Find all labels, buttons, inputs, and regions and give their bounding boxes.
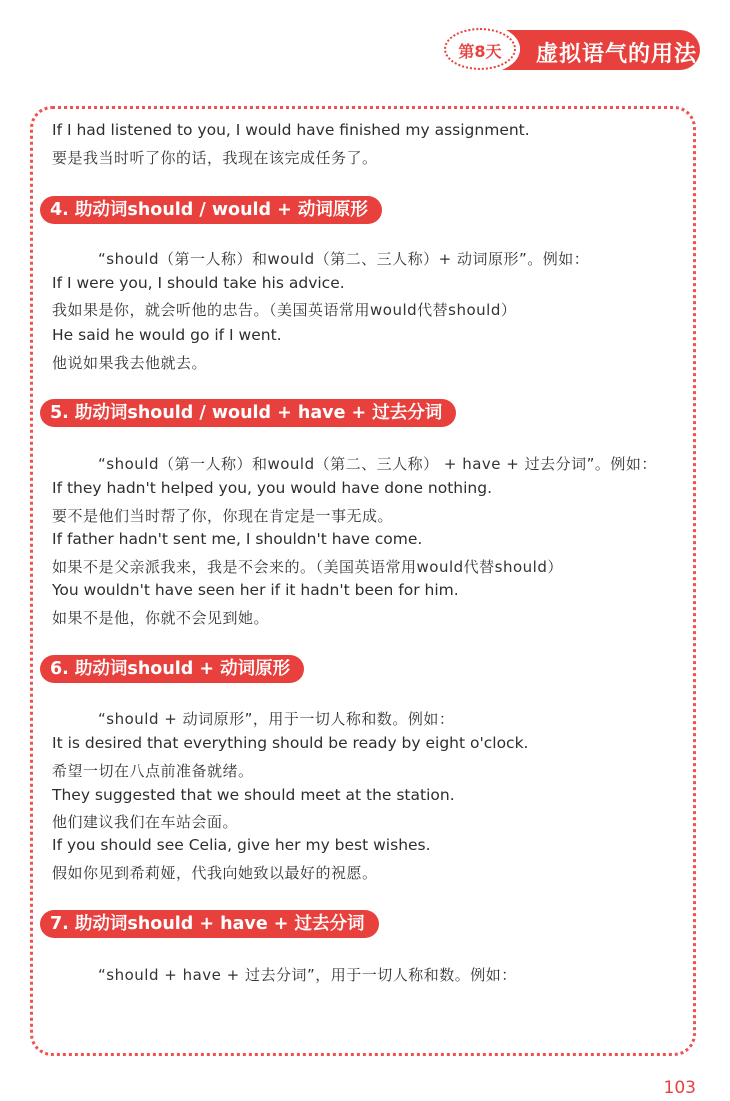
example-en: He said he would go if I went. bbox=[52, 326, 282, 344]
example-en: If I had listened to you, I would have finished my assignment. bbox=[52, 121, 530, 139]
section-4-intro: “should（第一人称）和would（第二、三人称）+ 动词原形”。例如： bbox=[98, 250, 590, 268]
chapter-title: 虚拟语气的用法 bbox=[536, 42, 698, 67]
example-en: They suggested that we should meet at the station. bbox=[52, 786, 455, 804]
section-heading-7: 7. 助动词should + have + 过去分词 bbox=[40, 910, 379, 938]
chapter-badge bbox=[440, 24, 700, 74]
section-heading-5: 5. 助动词should / would + have + 过去分词 bbox=[40, 399, 456, 427]
page-number: 103 bbox=[663, 1078, 696, 1098]
example-cn: 如果不是他，你就不会见到她。 bbox=[52, 609, 270, 627]
example-cn: 如果不是父亲派我来，我是不会来的。（美国英语常用would代替should） bbox=[52, 558, 563, 576]
example-en: If they hadn't helped you, you would have done nothing. bbox=[52, 479, 493, 497]
example-cn: 要不是他们当时帮了你，你现在肯定是一事无成。 bbox=[52, 507, 394, 525]
example-en: You wouldn't have seen her if it hadn't been for him. bbox=[52, 581, 459, 599]
example-en: If you should see Celia, give her my best wishes. bbox=[52, 836, 431, 854]
section-heading-6: 6. 助动词should + 动词原形 bbox=[40, 655, 304, 683]
section-5-intro: “should（第一人称）和would（第二、三人称） + have + 过去分词”。例如： bbox=[98, 455, 657, 473]
example-en: If I were you, I should take his advice. bbox=[52, 274, 345, 292]
example-cn: 要是我当时听了你的话，我现在该完成任务了。 bbox=[52, 149, 378, 167]
section-heading-4: 4. 助动词should / would + 动词原形 bbox=[40, 196, 382, 224]
example-en: If father hadn't sent me, I shouldn't have come. bbox=[52, 530, 423, 548]
example-cn: 希望一切在八点前准备就绪。 bbox=[52, 762, 254, 780]
section-6-intro: “should + 动词原形”，用于一切人称和数。例如： bbox=[98, 710, 455, 728]
example-cn: 我如果是你，就会听他的忠告。（美国英语常用would代替should） bbox=[52, 301, 517, 319]
example-cn: 他们建议我们在车站会面。 bbox=[52, 813, 239, 831]
section-7-intro: “should + have + 过去分词”，用于一切人称和数。例如： bbox=[98, 966, 517, 984]
example-en: It is desired that everything should be ready by eight o'clock. bbox=[52, 734, 529, 752]
day-circle bbox=[440, 24, 520, 74]
example-cn: 他说如果我去他就去。 bbox=[52, 354, 208, 372]
day-label: 第8天 bbox=[458, 42, 502, 61]
example-cn: 假如你见到希莉娅，代我向她致以最好的祝愿。 bbox=[52, 864, 378, 882]
